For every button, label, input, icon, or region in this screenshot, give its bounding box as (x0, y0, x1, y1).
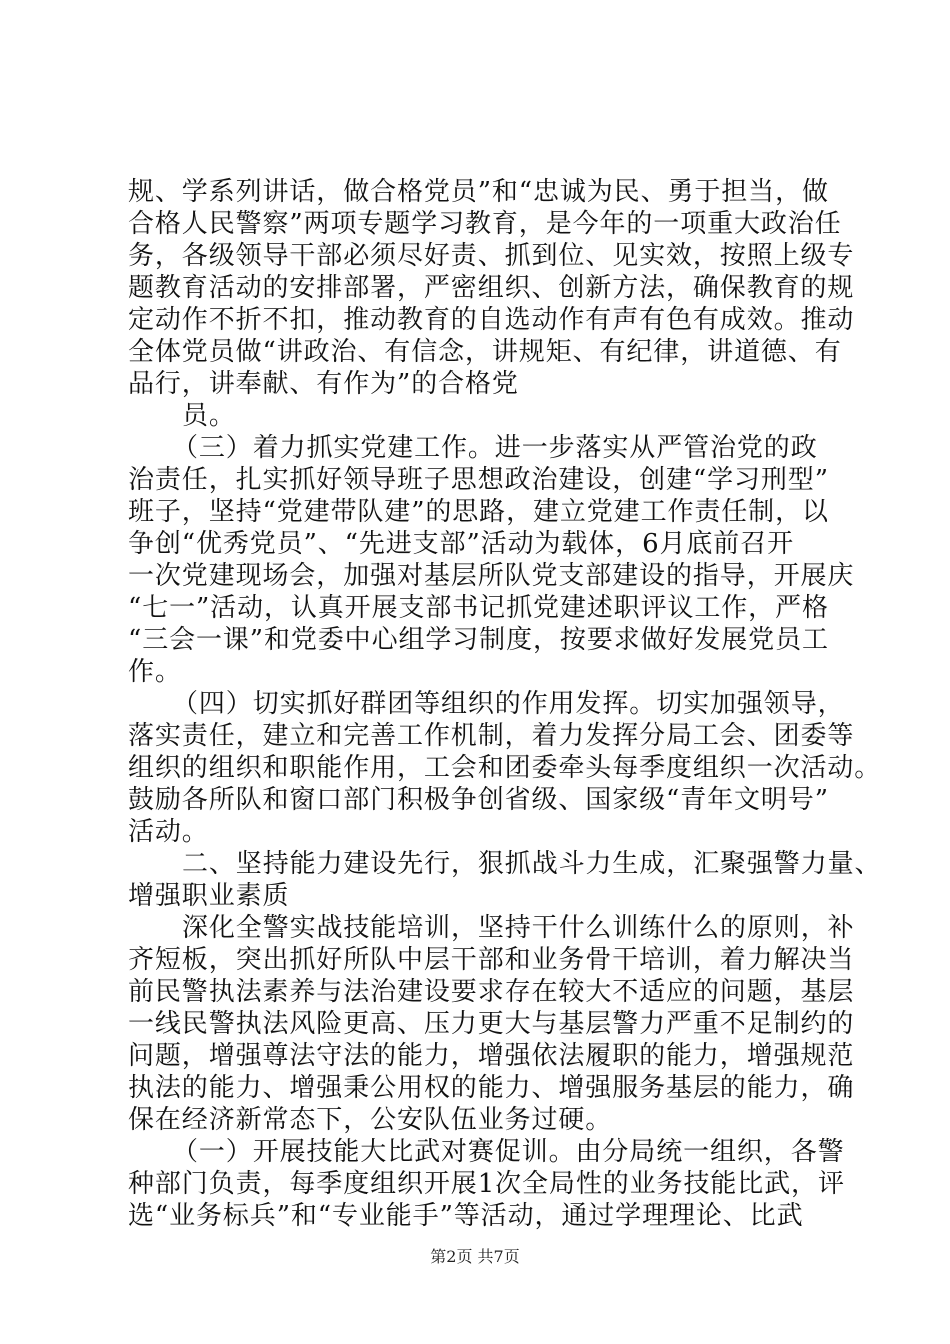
text-line: 选“业务标兵”和“专业能手”等活动，通过学理理论、比武 (128, 1201, 804, 1231)
text-line: 保在经济新常态下，公安队伍业务过硬。 (128, 1105, 613, 1135)
text-line: 全体党员做“讲政治、有信念，讲规矩、有纪律，讲道德、有 (128, 337, 842, 367)
text-line: 治责任，扎实抓好领导班子思想政治建设，创建“学习刑型” (128, 465, 829, 495)
text-line: 执法的能力、增强秉公用权的能力、增强服务基层的能力，确 (128, 1073, 855, 1103)
text-line: 问题，增强尊法守法的能力，增强依法履职的能力，增强规范 (128, 1041, 855, 1071)
text-line: 种部门负责，每季度组织开展1次全局性的业务技能比武，评 (128, 1169, 845, 1199)
text-line: 一线民警执法风险更高、压力更大与基层警力严重不足制约的 (128, 1009, 855, 1039)
text-line: 鼓励各所队和窗口部门积极争创省级、国家级“青年文明号” (128, 785, 829, 815)
text-line: 组织的组织和职能作用，工会和团委牵头每季度组织一次活动。 (128, 753, 882, 783)
text-line: 定动作不折不扣，推动教育的自选动作有声有色有成效。推动 (128, 305, 855, 335)
page-number-footer: 第2页 共7页 (430, 1247, 520, 1266)
text-line: 品行，讲奉献、有作为”的合格党 (128, 369, 519, 399)
section-heading: （三）着力抓实党建工作。进一步落实从严管治党的政 (172, 433, 818, 463)
section-heading: 二、坚持能力建设先行，狠抓战斗力生成，汇聚强警力量、 (182, 849, 882, 879)
text-line: 合格人民警察”两项专题学习教育，是今年的一项重大政治任 (128, 209, 842, 239)
text-line: 班子，坚持“党建带队建”的思路，建立党建工作责任制，以 (128, 497, 829, 527)
text-line: 题教育活动的安排部署，严密组织、创新方法，确保教育的规 (128, 273, 855, 303)
text-line: 活动。 (128, 817, 209, 847)
text-line: 规、学系列讲话，做合格党员”和“忠诚为民、勇于担当，做 (128, 177, 829, 207)
text-line: 前民警执法素养与法治建设要求存在较大不适应的问题，基层 (128, 977, 855, 1007)
text-line: 员。 (182, 401, 236, 431)
text-line: 齐短板，突出抓好所队中层干部和业务骨干培训，着力解决当 (128, 945, 855, 975)
text-line: “七一”活动，认真开展支部书记抓党建述职评议工作，严格 (128, 593, 829, 623)
text-line: 落实责任，建立和完善工作机制，着力发挥分局工会、团委等 (128, 721, 855, 751)
text-line: “三会一课”和党委中心组学习制度，按要求做好发展党员工 (128, 625, 829, 655)
text-line: 作。 (128, 657, 182, 687)
text-line: 增强职业素质 (128, 881, 290, 911)
text-line: 争创“优秀党员”、“先进支部”活动为载体，6月底前召开 (128, 529, 795, 559)
section-heading: （四）切实抓好群团等组织的作用发挥。切实加强领导， (172, 689, 845, 719)
section-heading: （一）开展技能大比武对赛促训。由分局统一组织，各警 (172, 1137, 845, 1167)
text-line: 深化全警实战技能培训，坚持干什么训练什么的原则，补 (182, 913, 855, 943)
text-line: 一次党建现场会，加强对基层所队党支部建设的指导，开展庆 (128, 561, 855, 591)
text-line: 务，各级领导干部必须尽好责、抓到位、见实效，按照上级专 (128, 241, 855, 271)
